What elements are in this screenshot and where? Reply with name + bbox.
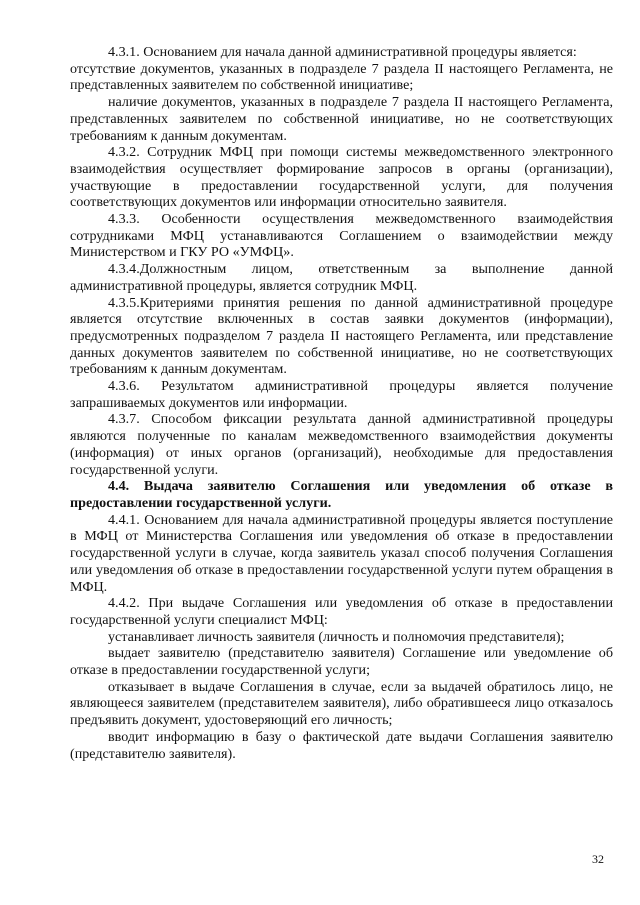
paragraph-absence-of-documents: отсутствие документов, указанных в подразделе 7 раздела II настоящего Регламента, не представленных заявителем по собственной инициативе; (70, 60, 613, 94)
paragraph-4-3-6: 4.3.6. Результатом административной процедуры является получение запрашиваемых документов или информации. (70, 378, 613, 411)
paragraph-4-3-7: 4.3.7. Способом фиксации результата данной административной процедуры являются полученные по каналам межведомственного взаимодействия документы (информация) от иных органов (организаций), необходимые для предоставления государственной услуги. (70, 411, 613, 478)
paragraph-4-3-4: 4.3.4.Должностным лицом, ответственным за выполнение данной административной процедуры, является сотрудник МФЦ. (70, 261, 613, 294)
paragraph-identity-check: устанавливает личность заявителя (личность и полномочия представителя); (108, 628, 565, 645)
paragraph-4-4-2: 4.4.2. При выдаче Соглашения или уведомления об отказе в предоставлении государственной услуги специалист МФЦ: (70, 595, 613, 628)
section-heading-4-4: 4.4. Выдача заявителю Соглашения или уведомления об отказе в предоставлении государственной услуги. (70, 478, 613, 511)
paragraph-4-3-3: 4.3.3. Особенности осуществления межведомственного взаимодействия сотрудниками МФЦ устанавливаются Соглашением о взаимодействии между Министерством и ГКУ РО «УМФЦ». (70, 211, 613, 261)
paragraph-issue-agreement: выдает заявителю (представителю заявителя) Соглашение или уведомление об отказе в предоставлении государственной услуги; (70, 645, 613, 679)
paragraph-4-3-2: 4.3.2. Сотрудник МФЦ при помощи системы межведомственного электронного взаимодействия осуществляет формирование запросов в органы (организации), участвующие в предоставлении государственной услуги, для получения соответствующих документов или информации относительно заявителя. (70, 144, 613, 211)
paragraph-4-3-5: 4.3.5.Критериями принятия решения по данной административной процедуре является отсутствие включенных в состав заявки документов (информации), предусмотренных подразделом 7 раздела II настоящего Регламента, или представление данных документов заявителем по собственной инициативе, но не соответствующих требованиям к данным документам. (70, 294, 613, 378)
paragraph-refuse-issue: отказывает в выдаче Соглашения в случае, если за выдачей обратилось лицо, не являющееся заявителем (представителем заявителя), либо обратившееся лицо отказалось предъявить документ, удостоверяющий его личность; (70, 678, 613, 729)
paragraph-enter-date: вводит информацию в базу о фактической дате выдачи Соглашения заявителю (представителю заявителя). (70, 728, 613, 762)
document-body (70, 44, 613, 762)
page-number: 32 (592, 852, 604, 866)
paragraph-presence-of-documents: наличие документов, указанных в подразделе 7 раздела II настоящего Регламента, представленных заявителем по собственной инициативе, но не соответствующих требованиям к данным документам. (70, 94, 613, 144)
paragraph-4-3-1: 4.3.1. Основанием для начала данной административной процедуры является: (108, 44, 577, 60)
paragraph-4-4-1: 4.4.1. Основанием для начала административной процедуры является поступление в МФЦ от Министерства Соглашения или уведомления об отказе в предоставлении государственной услуги в случае, когда заявитель указал способ получения Соглашения или уведомления об отказе в предоставлении государственной услуги путем обращения в МФЦ. (70, 511, 613, 595)
